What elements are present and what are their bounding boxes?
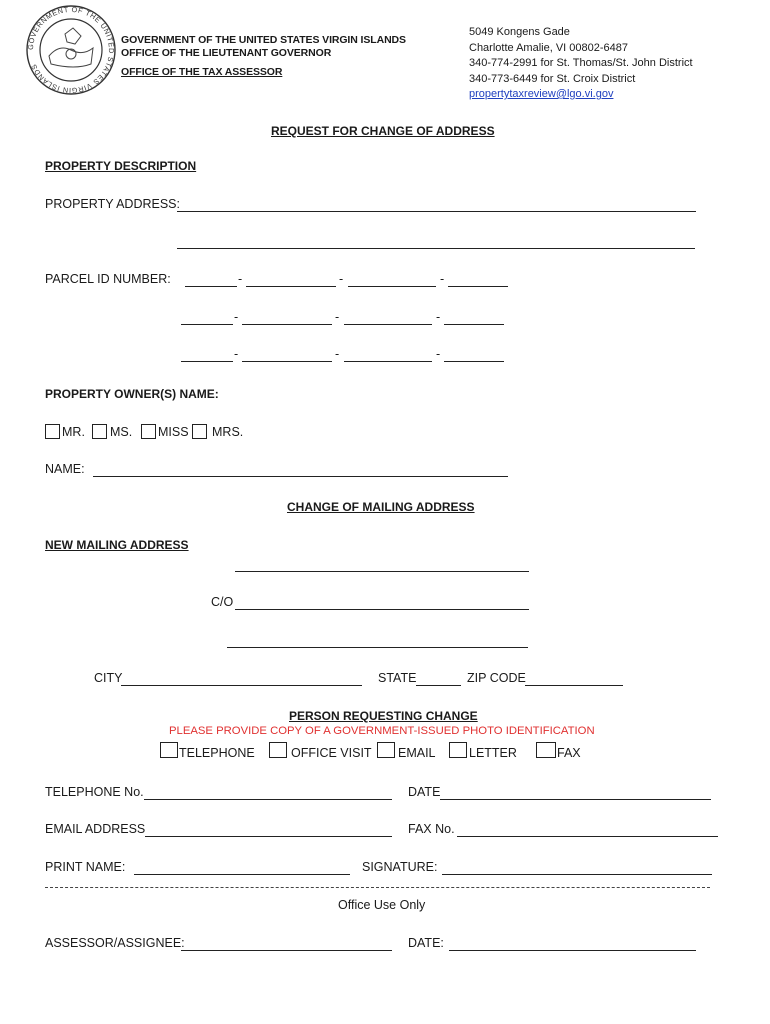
signature-label: SIGNATURE:: [362, 860, 438, 874]
email-address-line[interactable]: [145, 836, 392, 837]
state-label: STATE: [378, 671, 417, 685]
parcel-1-seg-1[interactable]: [185, 286, 237, 287]
zip-label: ZIP CODE: [467, 671, 526, 685]
header-line-1: GOVERNMENT OF THE UNITED STATES VIRGIN ISLANDS: [121, 34, 406, 46]
parcel-2-seg-2[interactable]: [242, 324, 332, 325]
letter-method-label: LETTER: [469, 746, 517, 760]
parcel-1-seg-2[interactable]: [246, 286, 336, 287]
dash-sep: -: [335, 310, 340, 324]
mr-checkbox[interactable]: [45, 424, 60, 439]
state-line[interactable]: [416, 685, 461, 686]
owner-name-label: NAME:: [45, 462, 85, 476]
property-address-line-1[interactable]: [177, 211, 696, 212]
dash-sep: -: [238, 272, 243, 286]
parcel-1-seg-4[interactable]: [448, 286, 508, 287]
letter-checkbox[interactable]: [449, 742, 467, 758]
property-address-label: PROPERTY ADDRESS:: [45, 197, 180, 211]
fax-no-line[interactable]: [457, 836, 718, 837]
fax-checkbox[interactable]: [536, 742, 556, 758]
print-name-line[interactable]: [134, 874, 350, 875]
mailing-section-heading: CHANGE OF MAILING ADDRESS: [287, 500, 475, 514]
dash-sep: -: [234, 347, 239, 361]
dash-sep: -: [234, 310, 239, 324]
requester-section-heading: PERSON REQUESTING CHANGE: [289, 709, 478, 723]
mrs-label: MRS.: [212, 425, 244, 439]
government-seal: [25, 4, 117, 96]
office-visit-method-label: OFFICE VISIT: [291, 746, 372, 760]
dash-sep: -: [335, 347, 340, 361]
parcel-2-seg-3[interactable]: [344, 324, 432, 325]
fax-method-label: FAX: [557, 746, 581, 760]
office-use-title: Office Use Only: [338, 898, 426, 912]
office-date-label: DATE:: [408, 936, 444, 950]
contact-email-link[interactable]: propertytaxreview@lgo.vi.gov: [469, 88, 614, 100]
signature-line[interactable]: [442, 874, 712, 875]
new-mailing-heading: NEW MAILING ADDRESS: [45, 538, 189, 552]
telephone-no-label: TELEPHONE No.: [45, 785, 144, 799]
seal-text: GOVERNMENT OF THE UNITED STATES VIRGIN ISLANDS: [25, 4, 117, 96]
fax-no-label: FAX No.: [408, 822, 455, 836]
parcel-3-seg-2[interactable]: [242, 361, 332, 362]
miss-label: MISS: [158, 425, 189, 439]
print-name-label: PRINT NAME:: [45, 860, 126, 874]
property-section-heading: PROPERTY DESCRIPTION: [45, 159, 197, 173]
form-title: REQUEST FOR CHANGE OF ADDRESS: [271, 124, 495, 138]
mr-label: MR.: [62, 425, 85, 439]
dash-sep: -: [440, 272, 445, 286]
mailing-line-3[interactable]: [227, 647, 528, 648]
miss-checkbox[interactable]: [141, 424, 156, 439]
header-line-2: OFFICE OF THE LIEUTENANT GOVERNOR: [121, 47, 332, 59]
city-line[interactable]: [121, 685, 362, 686]
contact-phone-stt: 340-774-2991 for St. Thomas/St. John District: [469, 57, 693, 69]
mrs-checkbox[interactable]: [192, 424, 207, 439]
header-line-3: OFFICE OF THE TAX ASSESSOR: [121, 66, 283, 78]
city-label: CITY: [94, 671, 123, 685]
parcel-3-seg-3[interactable]: [344, 361, 432, 362]
parcel-2-seg-4[interactable]: [444, 324, 504, 325]
ms-checkbox[interactable]: [92, 424, 107, 439]
date-label: DATE: [408, 785, 441, 799]
parcel-1-seg-3[interactable]: [348, 286, 436, 287]
parcel-3-seg-4[interactable]: [444, 361, 504, 362]
date-line[interactable]: [440, 799, 711, 800]
telephone-no-line[interactable]: [144, 799, 392, 800]
parcel-3-seg-1[interactable]: [181, 361, 233, 362]
contact-phone-stx: 340-773-6449 for St. Croix District: [469, 72, 636, 85]
office-visit-checkbox[interactable]: [269, 742, 287, 758]
property-address-line-2[interactable]: [177, 248, 695, 249]
assessor-line[interactable]: [181, 950, 392, 951]
contact-street: 5049 Kongens Gade: [469, 26, 570, 38]
owner-name-line[interactable]: [93, 476, 508, 477]
email-address-label: EMAIL ADDRESS: [45, 822, 146, 836]
parcel-id-label: PARCEL ID NUMBER:: [45, 272, 171, 286]
dash-sep: -: [339, 272, 344, 286]
email-checkbox[interactable]: [377, 742, 395, 758]
telephone-checkbox[interactable]: [160, 742, 178, 758]
photo-id-notice: PLEASE PROVIDE COPY OF A GOVERNMENT-ISSUED PHOTO IDENTIFICATION: [169, 725, 595, 737]
co-line[interactable]: [235, 609, 529, 610]
ms-label: MS.: [110, 425, 133, 439]
co-label: C/O: [211, 595, 234, 609]
dash-sep: -: [436, 310, 441, 324]
email-method-label: EMAIL: [398, 746, 436, 760]
dash-sep: -: [436, 347, 441, 361]
telephone-method-label: TELEPHONE: [179, 746, 255, 760]
owner-section-heading: PROPERTY OWNER(S) NAME:: [45, 387, 219, 401]
contact-city: Charlotte Amalie, VI 00802-6487: [469, 41, 628, 54]
assessor-label: ASSESSOR/ASSIGNEE:: [45, 936, 185, 950]
office-date-line[interactable]: [449, 950, 696, 951]
zip-line[interactable]: [525, 685, 623, 686]
contact-block: [469, 25, 693, 103]
parcel-2-seg-1[interactable]: [181, 324, 233, 325]
mailing-line-1[interactable]: [235, 571, 529, 572]
office-divider: [45, 887, 710, 888]
